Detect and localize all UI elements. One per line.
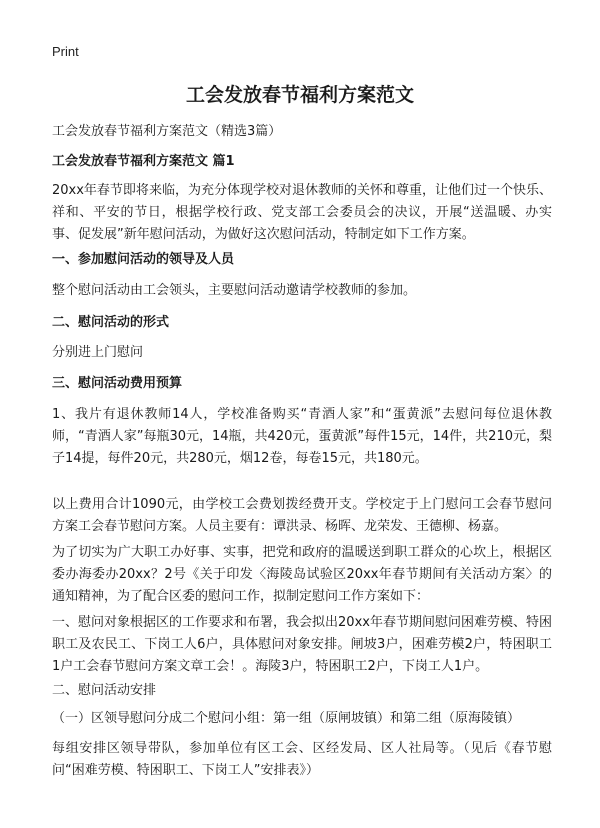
paragraph-form: 分别进上门慰问	[52, 345, 144, 360]
paragraph-arrangement-heading: 二、慰问活动安排	[52, 683, 157, 698]
document-subtitle: 工会发放春节福利方案范文（精选3篇）	[52, 124, 282, 139]
heading-leaders: 一、参加慰问活动的领导及人员	[52, 252, 235, 267]
paragraph-groups: （一）区领导慰问分成二个慰问小组：第一组（原闸坡镇）和第二组（原海陵镇）	[52, 711, 521, 726]
paragraph-units: 每组安排区领导带队，参加单位有区工会、区经发局、区人社局等。（见后《春节慰问“困难劳模、特困职工、下岗工人”安排表》）	[52, 741, 552, 778]
paragraph-total: 以上费用合计1090元，由学校工会费划拨经费开支。学校定于上门慰问工会春节慰问方案工会春节慰问方案。人员主要有：谭洪录、杨晖、龙荣发、王德柳、杨嘉。	[52, 497, 552, 534]
intro-paragraph: 20xx年春节即将来临，为充分体现学校对退休教师的关怀和尊重，让他们过一个快乐、祥和、平安的节日，根据学校行政、党支部工会委员会的决议，开展“送温暖、办实事、促发展”新年慰问活动，为做好这次慰问活动，特制定如下工作方案。	[52, 183, 552, 242]
heading-form: 二、慰问活动的形式	[52, 315, 170, 330]
paragraph-background: 为了切实为广大职工办好事、实事，把党和政府的温暖送到职工群众的心坎上，根据区委办海委办20xx？2号《关于印发〈海陵岛试验区20xx年春节期间有关活动方案〉的通知精神，为了配合区委的慰问工作，拟制定慰问工作方案如下：	[52, 545, 552, 604]
paragraph-leaders: 整个慰问活动由工会领头，主要慰问活动邀请学校教师的参加。	[52, 283, 417, 298]
heading-budget: 三、慰问活动费用预算	[52, 376, 183, 391]
part-title: 工会发放春节福利方案范文 篇1	[52, 154, 235, 169]
print-link[interactable]: Print	[52, 44, 79, 59]
paragraph-targets: 一、慰问对象根据区的工作要求和布署，我会拟出20xx年春节期间慰问困难劳模、特困职工及农民工、下岗工人6户，具体慰问对象安排。闸坡3户，困难劳模2户，特困职工1户工会春节慰问方案文章工会！。海陵3户，特困职工2户，下岗工人1户。	[52, 615, 552, 674]
paragraph-budget: 1、我片有退休教师14人，学校准备购买“青酒人家”和“蛋黄派”去慰问每位退休教师，“青酒人家”每瓶30元，14瓶，共420元，蛋黄派”每件15元，14件，共210元，梨子14提，每件20元，共280元，烟12卷，每卷15元，共180元。	[52, 407, 552, 466]
document-title: 工会发放春节福利方案范文	[185, 84, 414, 106]
